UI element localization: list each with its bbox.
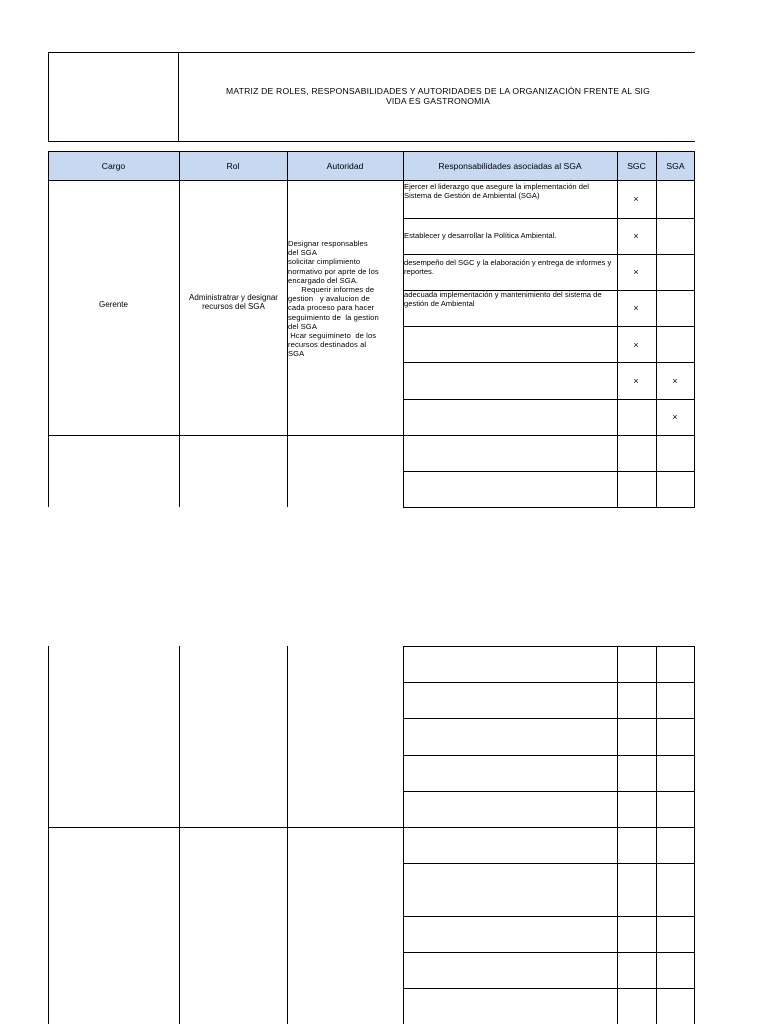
header-cargo: Cargo (101, 161, 126, 171)
grid-line (617, 646, 618, 1024)
cell-rol-gerente: Administratrar y designar recursos del SGA (189, 293, 278, 312)
autoridad-line: normativo por aprte de los (288, 266, 379, 276)
grid-line (403, 863, 695, 864)
grid-line (48, 180, 695, 181)
responsibility-2: Establecer y desarrollar la Política Ambiental. (404, 231, 557, 240)
autoridad-line: cada proceso para hacer (288, 303, 375, 313)
grid-line (656, 151, 657, 508)
sgc-mark: × (633, 194, 639, 204)
sgc-mark: × (633, 267, 639, 277)
grid-line (403, 646, 695, 647)
sgc-mark: × (633, 340, 639, 350)
grid-line (403, 682, 695, 683)
autoridad-line: Requerir informes de (288, 285, 375, 295)
responsibility-1: Ejercer el liderazgo que asegure la implementación del Sistema de Gestión de Ambiental (SGA) (404, 182, 589, 201)
grid-line (403, 471, 695, 472)
sga-mark: × (672, 412, 678, 422)
grid-line (403, 755, 695, 756)
grid-line (403, 646, 404, 1024)
grid-line (403, 507, 695, 508)
logo-cell (49, 53, 178, 141)
autoridad-line: del SGA (288, 248, 317, 258)
autoridad-line: SGA (288, 349, 305, 359)
header-sga: SGA (666, 161, 685, 171)
autoridad-line: encargado del SGA. (288, 275, 359, 285)
page-title-line-2: VIDA ES GASTRONOMIA (385, 96, 491, 106)
header-autoridad: Autoridad (326, 161, 364, 171)
grid-line (179, 646, 180, 1024)
grid-line (48, 646, 49, 1024)
grid-line (403, 362, 695, 363)
grid-line (403, 151, 404, 508)
grid-line (48, 151, 49, 507)
responsibility-4: adecuada implementación y mantenimiento del sistema de gestión de Ambiental (404, 290, 602, 309)
logo-cell-divider (178, 52, 179, 142)
cell-cargo-gerente: Gerente (99, 300, 128, 309)
grid-line (287, 646, 288, 1024)
sgc-mark: × (633, 376, 639, 386)
page-title (180, 86, 696, 106)
sga-mark: × (672, 376, 678, 386)
grid-line (403, 791, 695, 792)
grid-line (694, 151, 695, 508)
grid-line (403, 916, 695, 917)
autoridad-line: seguimiento de la gestion (288, 312, 379, 322)
page-title-line-1: MATRIZ DE ROLES, RESPONSABILIDADES Y AUTORIDADES DE LA ORGANIZACIÓN FRENTE AL SIG (225, 86, 651, 96)
grid-line (403, 218, 695, 219)
grid-line (617, 151, 618, 508)
grid-line (656, 646, 657, 1024)
sgc-mark: × (633, 231, 639, 241)
grid-line (403, 718, 695, 719)
title-box-bottom-border (48, 141, 695, 142)
grid-line (403, 399, 695, 400)
sgc-mark: × (633, 303, 639, 313)
grid-line (403, 952, 695, 953)
autoridad-line: solicitar cimplimiento (288, 257, 361, 267)
grid-line (403, 988, 695, 989)
grid-line (48, 827, 695, 828)
autoridad-line: Hcar seguimineto de los (288, 331, 377, 341)
grid-line (48, 151, 695, 152)
grid-line (694, 646, 695, 1024)
responsibility-3: desempeño del SGC y la elaboración y entrega de informes y reportes. (404, 258, 612, 277)
header-rol: Rol (226, 161, 240, 171)
grid-line (48, 435, 695, 436)
grid-line (403, 326, 695, 327)
autoridad-line: gestion y avalucion de (288, 294, 370, 304)
autoridad-line: Designar responsables (288, 239, 368, 248)
header-responsabilidades: Responsabilidades asociadas al SGA (438, 161, 582, 171)
cell-autoridad-gerente (288, 239, 403, 359)
autoridad-line: del SGA (288, 321, 317, 331)
grid-line (403, 254, 695, 255)
autoridad-line: recursos destinados al (288, 340, 367, 350)
grid-line (179, 151, 180, 507)
header-sgc: SGC (627, 161, 646, 171)
